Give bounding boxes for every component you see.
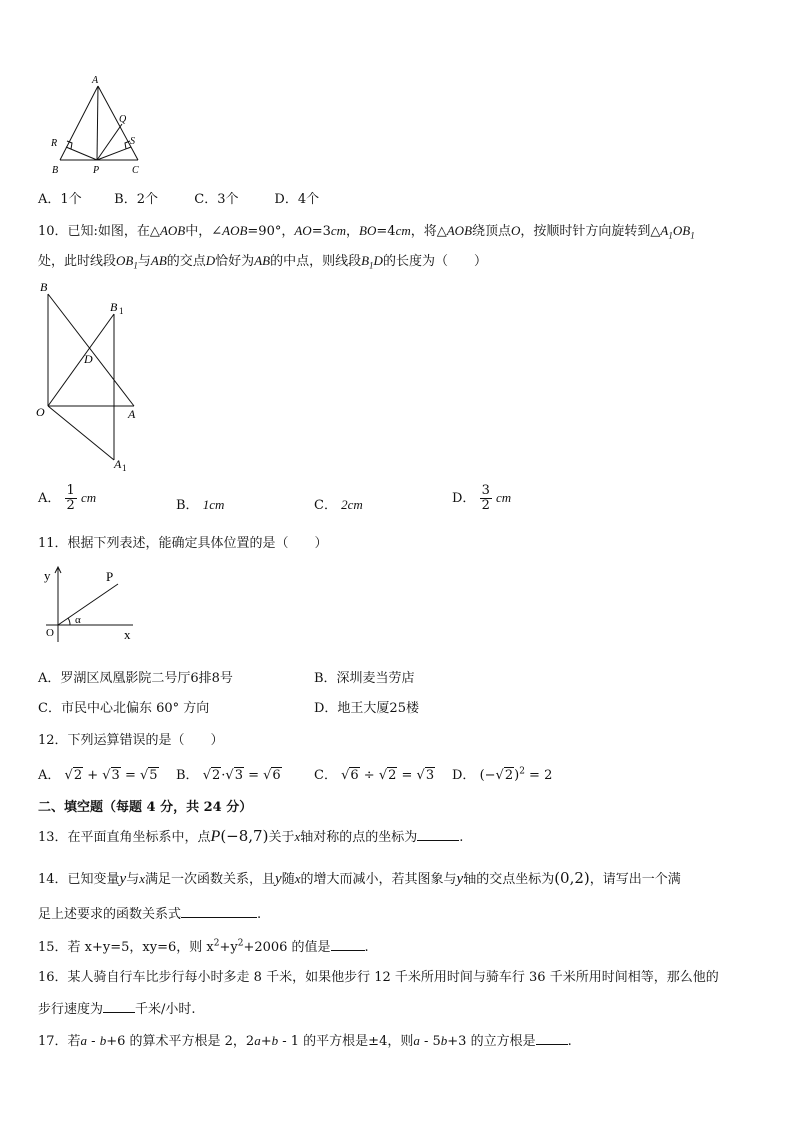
q12-option-b[interactable]: B． √2·√3 = √6 bbox=[176, 768, 281, 783]
label-O: O bbox=[46, 627, 54, 639]
label-A1: A bbox=[114, 457, 122, 471]
option-label: D． bbox=[452, 491, 476, 506]
result: 2 bbox=[544, 768, 553, 783]
option-label: B． bbox=[176, 498, 199, 513]
q14-text: 14．已知变量 bbox=[38, 872, 120, 887]
q17-text: + bbox=[260, 1034, 272, 1049]
q9-option-b[interactable]: B．2个 bbox=[114, 192, 158, 207]
label-A1-sub: 1 bbox=[122, 463, 127, 473]
q14-var: x bbox=[139, 871, 146, 886]
q10-text: 与 bbox=[137, 254, 151, 269]
fraction-three-halves: $\frac{3}{2}$ bbox=[481, 483, 490, 513]
q15-answer-blank[interactable] bbox=[331, 938, 365, 951]
q16-text: 千米/小时. bbox=[135, 1002, 196, 1017]
line-OA1 bbox=[48, 406, 114, 460]
option-value: 1cm bbox=[202, 497, 225, 512]
option-label: D． bbox=[452, 768, 476, 783]
q17-text: 17．若 bbox=[38, 1034, 81, 1049]
radicand: 2 bbox=[504, 768, 514, 783]
q9-triangle-figure bbox=[40, 72, 160, 182]
radicand: 6 bbox=[350, 768, 359, 783]
q11-option-b[interactable]: B．深圳麦当劳店 bbox=[314, 671, 415, 686]
q17-var: b bbox=[440, 1033, 448, 1048]
option-label: B． bbox=[176, 768, 199, 783]
q17-var: a bbox=[413, 1033, 420, 1048]
q10-stem-line1 bbox=[38, 220, 695, 241]
q10-text: AO bbox=[294, 223, 312, 238]
option-label: A． bbox=[38, 768, 61, 783]
q12-stem: 12．下列运算错误的是（ ） bbox=[38, 733, 224, 748]
q10-stem-line2 bbox=[38, 250, 487, 271]
q14-text: 满足一次函数关系，且 bbox=[145, 872, 276, 887]
q12-option-d[interactable]: D． $(-√2)^2 = 2$ bbox=[452, 766, 553, 783]
q10-text: O bbox=[511, 223, 521, 238]
q9-options bbox=[38, 188, 319, 207]
line-OB1 bbox=[48, 314, 114, 406]
line-AC bbox=[98, 86, 138, 160]
q13-text: 13．在平面直角坐标系中，点 bbox=[38, 830, 211, 845]
q17-answer-blank[interactable] bbox=[536, 1032, 568, 1045]
q10-option-a[interactable] bbox=[38, 484, 96, 513]
q10-seg-B1D: $B_1D$ bbox=[361, 253, 383, 271]
label-P: P bbox=[93, 165, 100, 176]
q13-text: 轴对称的点的坐标为 bbox=[300, 830, 418, 845]
label-C: C bbox=[132, 165, 139, 176]
q10-text: BO bbox=[359, 223, 377, 238]
q14-var: x bbox=[294, 871, 301, 886]
q10-text: =4 bbox=[376, 224, 396, 239]
label-A: A bbox=[92, 75, 99, 86]
label-Q: Q bbox=[119, 114, 127, 125]
radicand: 2 bbox=[211, 768, 221, 783]
q10-text: AOB bbox=[222, 223, 248, 238]
q10-text: =90°， bbox=[247, 224, 295, 239]
q13-point: P bbox=[210, 828, 221, 845]
label-O: O bbox=[36, 405, 45, 419]
q10-seg-OB1: $OB_1$ bbox=[116, 253, 138, 271]
q12-option-a[interactable]: A． √2 + √3 = √5 bbox=[38, 768, 158, 783]
q14-var: y bbox=[456, 871, 464, 887]
q10-text: 恰好为 bbox=[215, 254, 255, 269]
q9-option-d[interactable]: D．4个 bbox=[274, 192, 320, 207]
label-x: x bbox=[124, 627, 131, 642]
q10-text: 的中点，则线段 bbox=[270, 254, 362, 269]
q10-text: ，将△ bbox=[410, 224, 447, 239]
radicand: 3 bbox=[111, 768, 120, 783]
q10-text: AOB bbox=[159, 223, 186, 238]
radicand: 2 bbox=[73, 768, 83, 783]
q15-text: 15．若 x+y=5，xy=6，则 x bbox=[38, 940, 214, 955]
q16-answer-blank[interactable] bbox=[103, 1000, 135, 1013]
q14-text: 随 bbox=[281, 872, 295, 887]
q10-text: 的长度为（ ） bbox=[382, 254, 487, 269]
q14-text: 的增大而减小，若其图象与 bbox=[300, 872, 457, 887]
q10-text: AOB bbox=[446, 223, 473, 238]
q10-label-A1O B1: $A_1OB_1$ bbox=[660, 223, 695, 241]
q15-text: +2006 的值是 bbox=[243, 940, 331, 955]
q10-option-d[interactable] bbox=[452, 484, 511, 513]
q13-answer-blank[interactable] bbox=[417, 828, 459, 841]
q14-var: y bbox=[119, 871, 127, 887]
q14-text: . bbox=[257, 907, 262, 922]
option-value: 2cm bbox=[341, 497, 363, 512]
label-D: D bbox=[84, 352, 93, 366]
q17-text: - 1 的平方根是±4，则 bbox=[278, 1034, 414, 1049]
label-S: S bbox=[130, 136, 135, 147]
radicand: 2 bbox=[388, 768, 397, 783]
q17-text: . bbox=[567, 1034, 572, 1049]
q15-text: +y bbox=[219, 940, 238, 955]
q17-text: - 5 bbox=[419, 1034, 441, 1049]
q10-option-c[interactable] bbox=[314, 494, 363, 513]
option-label: A． bbox=[38, 491, 61, 506]
q10-option-b[interactable] bbox=[176, 494, 224, 513]
q10-text: 中，∠ bbox=[185, 224, 223, 239]
label-B: B bbox=[52, 165, 59, 176]
q13 bbox=[38, 826, 463, 846]
angle-arc bbox=[68, 618, 70, 625]
q17-var: a bbox=[254, 1033, 261, 1048]
q10-text: ， bbox=[346, 224, 360, 239]
unit: cm bbox=[496, 490, 512, 505]
q17-var: a bbox=[80, 1033, 88, 1048]
line-AB bbox=[60, 86, 98, 160]
q13-text: . bbox=[459, 830, 464, 845]
q14-text: ，请写出一个满 bbox=[589, 872, 681, 887]
label-P: P bbox=[106, 569, 114, 584]
q11-polar-figure bbox=[38, 562, 148, 647]
q11-option-a[interactable]: A．罗湖区凤凰影院二号厅6排8号 bbox=[38, 671, 233, 686]
line-PR bbox=[66, 147, 97, 160]
q16-text: 步行速度为 bbox=[38, 1002, 104, 1017]
q11-option-d[interactable]: D．地王大厦25楼 bbox=[314, 701, 419, 716]
q13-text: 关于 bbox=[268, 830, 295, 845]
label-B1-sub: 1 bbox=[119, 306, 124, 316]
q11-stem: 11．根据下列表述，能确定具体位置的是（ ） bbox=[38, 536, 328, 551]
q17-text: - bbox=[87, 1034, 100, 1049]
section-heading-fill-in: 二、填空题（每题 4 分，共 24 分） bbox=[38, 800, 253, 815]
q10-rotation-figure bbox=[30, 278, 150, 478]
q15-text: . bbox=[364, 940, 369, 955]
q12-option-c[interactable]: C． √6 ÷ √2 = √3 bbox=[314, 768, 435, 783]
option-label: C． bbox=[314, 768, 337, 783]
q17-var: b bbox=[99, 1033, 107, 1048]
fraction-one-half: $\frac{1}{2}$ bbox=[66, 483, 75, 513]
q10-text: 处，此时线段 bbox=[38, 254, 117, 269]
q14-text: 与 bbox=[126, 872, 140, 887]
q13-axis: x bbox=[294, 829, 301, 844]
q10-text: cm bbox=[395, 223, 411, 238]
q14-text: 足上述要求的函数关系式 bbox=[38, 907, 182, 922]
q14-text: 轴的交点坐标为 bbox=[463, 872, 555, 887]
q10-number: 10． bbox=[38, 224, 68, 239]
ray-OP bbox=[58, 584, 118, 625]
q10-text: =3 bbox=[311, 224, 331, 239]
label-alpha: α bbox=[75, 614, 81, 626]
unit: cm bbox=[80, 490, 97, 505]
q10-text: 绕顶点 bbox=[472, 224, 512, 239]
q10-point-D: D bbox=[205, 253, 216, 268]
radicand: 3 bbox=[234, 768, 243, 783]
label-B1: B bbox=[110, 300, 118, 314]
q10-seg-AB: AB bbox=[150, 253, 167, 268]
label-R: R bbox=[51, 138, 58, 149]
q14-var: y bbox=[275, 871, 282, 887]
q17 bbox=[38, 1030, 572, 1049]
q10-text: 已知:如图，在△ bbox=[67, 224, 160, 239]
line-PQ bbox=[97, 124, 122, 160]
q14-coord: (0,2) bbox=[554, 869, 590, 887]
line-AP bbox=[97, 86, 98, 160]
q16-line1: 16．某人骑自行车比步行每小时多走 8 千米，如果他步行 12 千米所用时间与骑车行 36 千米所用时间相等，那么他的 bbox=[38, 970, 719, 985]
radicand: 3 bbox=[425, 768, 435, 783]
q9-option-c[interactable]: C．3个 bbox=[194, 192, 239, 207]
label-B: B bbox=[40, 280, 48, 294]
q11-option-c[interactable]: C．市民中心北偏东 60° 方向 bbox=[38, 701, 210, 716]
label-y: y bbox=[44, 568, 51, 583]
q17-var: b bbox=[271, 1033, 279, 1048]
q10-text: 的交点 bbox=[166, 254, 206, 269]
q17-text: +3 的立方根是 bbox=[447, 1034, 536, 1049]
q15: 15．若 x+y=5，xy=6，则 $x^2+y^2+2006$ 的值是 . bbox=[38, 938, 369, 955]
q10-text: ，按顺时针方向旋转到△ bbox=[520, 224, 661, 239]
radicand: 5 bbox=[149, 768, 158, 783]
q13-coord: (−8,7) bbox=[220, 827, 269, 845]
q10-seg-AB2: AB bbox=[254, 253, 271, 268]
option-label: C． bbox=[314, 498, 337, 513]
label-A: A bbox=[128, 407, 136, 421]
q9-option-a[interactable]: A．1个 bbox=[38, 192, 82, 207]
q14-line1 bbox=[38, 868, 681, 888]
q14-line2 bbox=[38, 903, 261, 922]
radicand: 6 bbox=[272, 768, 281, 783]
q16-line2 bbox=[38, 998, 196, 1017]
q10-text: cm bbox=[330, 223, 347, 238]
q17-text: +6 的算术平方根是 2，2 bbox=[106, 1034, 255, 1049]
q14-answer-blank[interactable] bbox=[181, 905, 257, 918]
